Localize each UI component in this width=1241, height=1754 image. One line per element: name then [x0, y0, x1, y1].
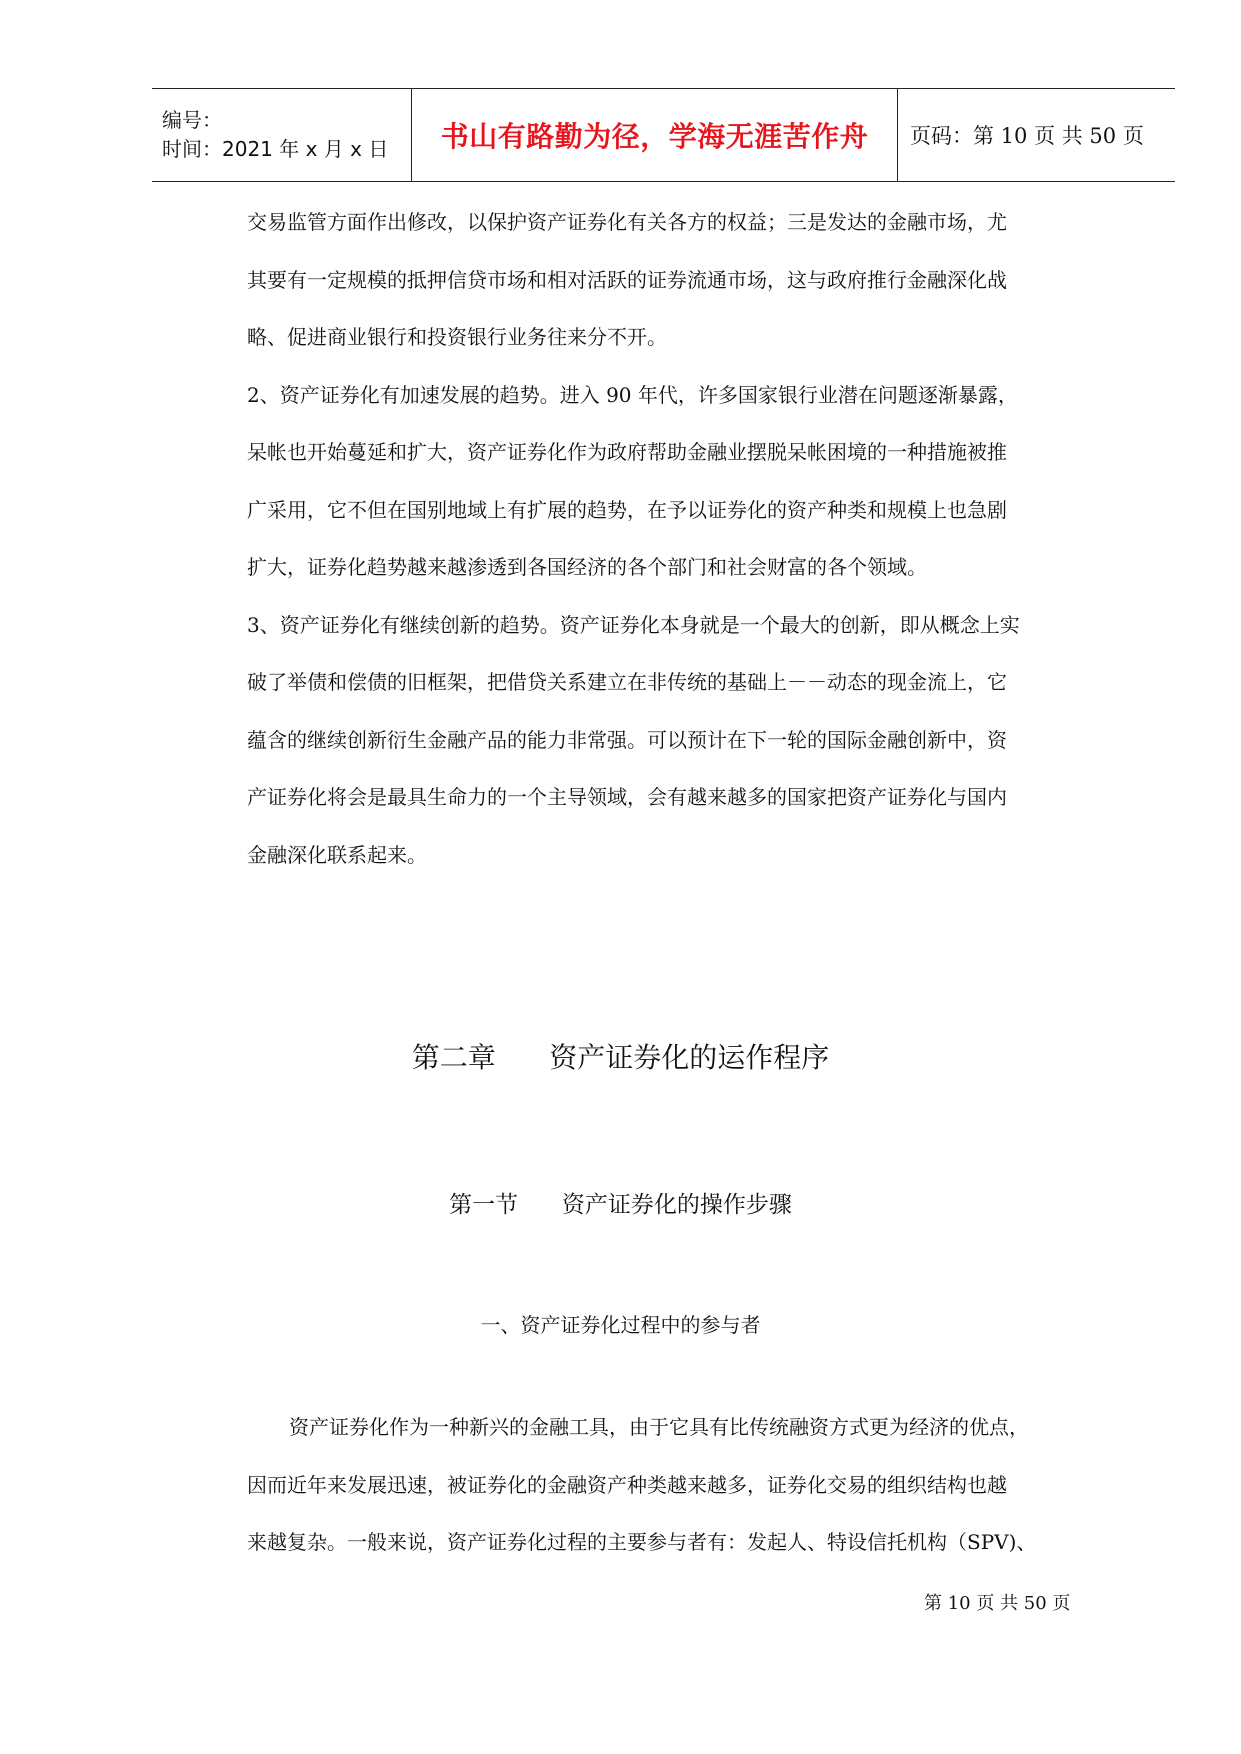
- text-line: 因而近年来发展迅速，被证券化的金融资产种类越来越多，证券化交易的组织结构也越: [247, 1472, 1007, 1497]
- text-line: 金融深化联系起来。: [247, 842, 427, 867]
- text-line: 呆帐也开始蔓延和扩大，资产证券化作为政府帮助金融业摆脱呆帐困境的一种措施被推: [247, 440, 1007, 464]
- text-line: 3、资产证券化有继续创新的趋势。资产证券化本身就是一个最大的创新，即从概念上实: [247, 612, 1020, 637]
- document-time-label: 时间：2021 年 x 月 x 日: [162, 137, 389, 161]
- chapter-title: 第二章 资产证券化的运作程序: [411, 1041, 830, 1074]
- text-line: 其要有一定规模的抵押信贷市场和相对活跃的证券流通市场，这与政府推行金融深化战: [247, 267, 1007, 292]
- text-line: 扩大，证券化趋势越来越渗透到各国经济的各个部门和社会财富的各个领域。: [247, 555, 927, 579]
- text-line: 略、促进商业银行和投资银行业务往来分不开。: [247, 325, 667, 349]
- text-line: 产证券化将会是最具生命力的一个主导领域，会有越来越多的国家把资产证券化与国内: [247, 785, 1007, 809]
- text-line: 蕴含的继续创新衍生金融产品的能力非常强。可以预计在下一轮的国际金融创新中，资: [247, 727, 1007, 752]
- document-number-label: 编号：: [162, 108, 222, 132]
- text-line: 交易监管方面作出修改，以保护资产证券化有关各方的权益；三是发达的金融市场，尤: [247, 210, 1007, 234]
- page-footer: 第 10 页 共 50 页: [924, 1593, 1071, 1614]
- header-meta: [152, 89, 412, 181]
- subsection-title: 一、资产证券化过程中的参与者: [480, 1313, 761, 1337]
- text-line: 资产证券化作为一种新兴的金融工具，由于它具有比传统融资方式更为经济的优点，: [289, 1415, 1029, 1439]
- section-title: 第一节 资产证券化的操作步骤: [449, 1192, 792, 1218]
- header-page-number: 页码：第 10 页 共 50 页: [910, 124, 1144, 148]
- text-line: 破了举债和偿债的旧框架，把借贷关系建立在非传统的基础上－－动态的现金流上，它: [247, 670, 1007, 694]
- header-motto: 书山有路勤为径，学海无涯苦作舟: [412, 89, 898, 181]
- body-text-top: [247, 194, 1085, 884]
- text-line: 来越复杂。一般来说，资产证券化过程的主要参与者有：发起人、特设信托机构（SPV)、: [247, 1530, 1037, 1554]
- body-text-bottom: [247, 1399, 1085, 1572]
- page-header: [152, 88, 1175, 182]
- text-line: 广采用，它不但在国别地域上有扩展的趋势，在予以证券化的资产种类和规模上也急剧: [247, 497, 1007, 522]
- text-line: 2、资产证券化有加速发展的趋势。进入 90 年代，许多国家银行业潜在问题逐渐暴露，: [247, 382, 1018, 407]
